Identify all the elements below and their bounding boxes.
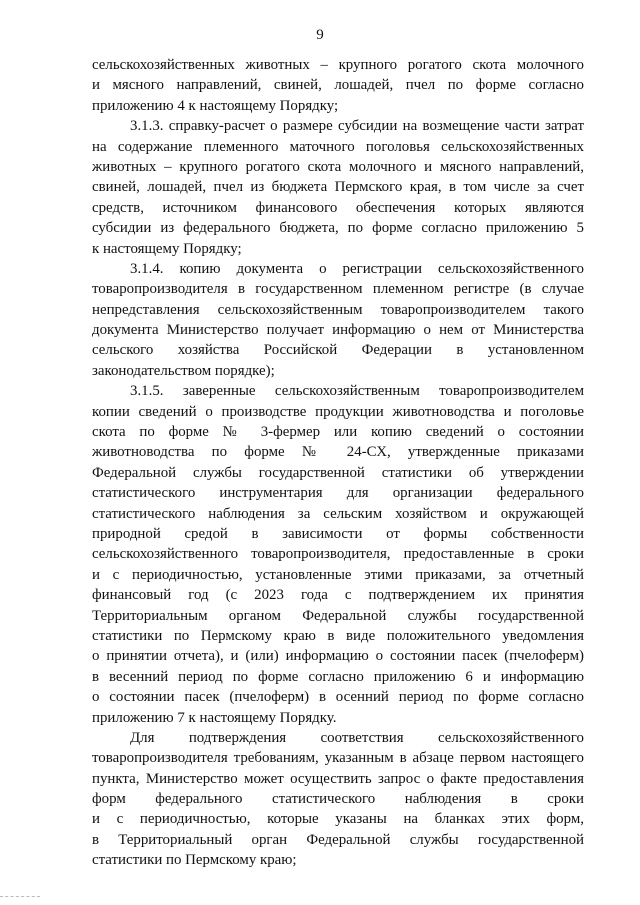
- text-line: статистического наблюдения за сельским хозяйством и окружающей: [92, 505, 584, 522]
- text-line: приложению 4 к настоящему Порядку;: [92, 97, 339, 114]
- paragraph-item-3-1-3: [92, 116, 584, 259]
- document-body: [92, 55, 584, 871]
- text-line: и с периодичностью, которые указаны на бланках этих форм,: [92, 811, 584, 828]
- text-line: средств, источником финансового обеспечения которых являются: [92, 199, 584, 216]
- text-line: животных – крупного рогатого скота молочного и мясного направлений,: [92, 158, 584, 175]
- text-line: статистического инструментария для организации федерального: [92, 485, 584, 502]
- text-line: и с периодичностью, установленные этими приказами, за отчетный: [92, 566, 584, 583]
- text-line: копии сведений о производстве продукции животноводства и поголовье: [92, 403, 584, 420]
- paragraph-continuation: [92, 55, 584, 116]
- text-line: форм федерального статистического наблюдения в сроки: [92, 791, 584, 808]
- text-line: сельскохозяйственных животных – крупного рогатого скота молочного: [92, 57, 584, 73]
- text-line: пункта, Министерство может осуществить запрос о факте предоставления: [92, 770, 584, 787]
- text-line: статистики по Пермскому краю в виде положительного уведомления: [92, 627, 584, 644]
- text-line: к настоящему Порядку;: [92, 240, 242, 257]
- text-line: природной средой в зависимости от формы собственности: [92, 525, 584, 542]
- paragraph-item-3-1-5: [92, 381, 584, 728]
- text-line: непредставления сельскохозяйственным товаропроизводителем такого: [92, 301, 584, 318]
- text-line: сельскохозяйственного товаропроизводителя, предоставленные в сроки: [92, 546, 584, 563]
- text-line: Для подтверждения соответствия сельскохозяйственного: [130, 729, 584, 746]
- text-line: в весенний период по форме согласно приложению 6 и информацию: [92, 668, 584, 685]
- text-line: приложению 7 к настоящему Порядку.: [92, 709, 337, 726]
- text-line: законодательством порядке);: [92, 362, 275, 379]
- paragraph-item-3-1-4: [92, 259, 584, 381]
- text-line: скота по форме № 3-фермер или копию сведений о состоянии: [92, 424, 584, 441]
- text-line: в Территориальный орган Федеральной службы государственной: [92, 831, 584, 848]
- text-line: субсидии из федерального бюджета, по форме согласно приложению 5: [92, 220, 584, 237]
- text-line: документа Министерство получает информацию о нем от Министерства: [92, 322, 584, 339]
- text-line: товаропроизводителя требованиям, указанным в абзаце первом настоящего: [92, 750, 584, 767]
- text-line: на содержание племенного маточного поголовья сельскохозяйственных: [92, 138, 584, 155]
- text-line: статистики по Пермскому краю;: [92, 852, 297, 869]
- text-line: 3.1.5. заверенные сельскохозяйственным товаропроизводителем: [130, 383, 584, 400]
- text-line: о состоянии пасек (пчелоферм) в осенний период по форме согласно: [92, 689, 584, 706]
- text-line: и мясного направлений, свиней, лошадей, пчел по форме согласно: [92, 77, 584, 94]
- text-line: сельского хозяйства Российской Федерации в установленном: [92, 342, 584, 359]
- text-line: 3.1.4. копию документа о регистрации сельскохозяйственного: [130, 260, 584, 277]
- text-line: о принятии отчета), и (или) информацию о состоянии пасек (пчелоферм): [92, 648, 584, 665]
- text-line: товаропроизводителя в государственном племенном регистре (в случае: [92, 281, 584, 298]
- text-line: Территориальным органом Федеральной службы государственной: [92, 607, 584, 624]
- scan-edge-mark: [0, 896, 40, 897]
- text-line: финансовый год (с 2023 года с подтверждением их принятия: [92, 587, 584, 604]
- text-line: животноводства по форме № 24-СХ, утвержденные приказами: [92, 444, 584, 461]
- text-line: Федеральной службы государственной статистики об утверждении: [92, 464, 584, 481]
- page-number: 9: [316, 27, 324, 43]
- text-line: свиней, лошадей, пчел из бюджета Пермского края, в том числе за счет: [92, 179, 584, 196]
- paragraph-confirmation: [92, 728, 584, 871]
- text-line: 3.1.3. справку-расчет о размере субсидии на возмещение части затрат: [130, 118, 584, 135]
